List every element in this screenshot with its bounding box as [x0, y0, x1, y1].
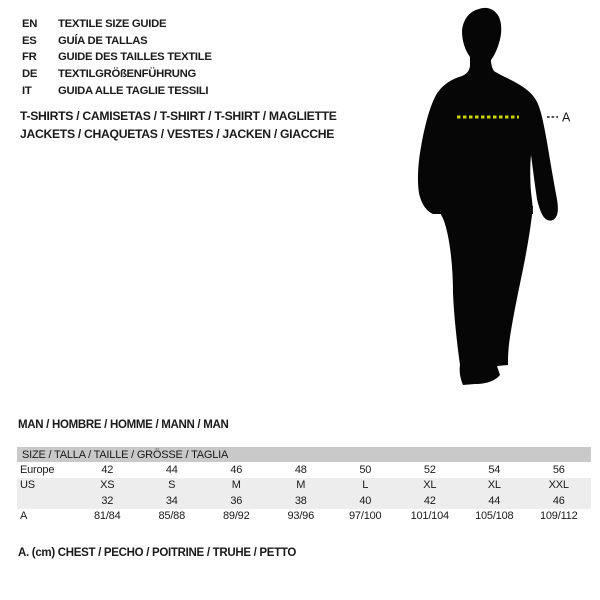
lang-code: EN — [22, 18, 38, 31]
cell: XL — [462, 478, 527, 494]
cell: 81/84 — [93, 510, 121, 523]
cell: 56 — [552, 463, 565, 476]
measure-label-a: A — [562, 110, 571, 125]
table-row-chest — [17, 509, 591, 525]
row-label — [17, 493, 75, 509]
cell: M — [269, 478, 334, 494]
measurement-footnote: A. (cm) CHEST / PECHO / POITRINE / TRUHE / PETTO — [18, 547, 297, 559]
cell: 101/104 — [410, 510, 449, 523]
category-tshirts: T-SHIRTS / CAMISETAS / T-SHIRT / T-SHIRT / MAGLIETTE — [20, 109, 337, 123]
lang-code: FR — [22, 51, 37, 64]
cell: 44 — [165, 463, 178, 476]
table-row-us — [17, 478, 591, 494]
cell: 36 — [204, 493, 269, 509]
lang-row-fr — [22, 49, 212, 66]
lang-row-es — [22, 33, 212, 50]
size-table-header-row — [17, 447, 591, 462]
cell: 46 — [230, 463, 243, 476]
cell: 97/100 — [349, 510, 382, 523]
cell: 40 — [333, 493, 398, 509]
lang-label: TEXTILE SIZE GUIDE — [58, 18, 167, 31]
cell: 85/88 — [158, 510, 186, 523]
cell: 93/96 — [287, 510, 315, 523]
cell: 32 — [75, 493, 140, 509]
cell: 34 — [140, 493, 205, 509]
size-table-header: SIZE / TALLA / TAILLE / GRÖSSE / TAGLIA — [17, 447, 591, 462]
lang-label: GUÍA DE TALLAS — [58, 34, 148, 47]
lang-row-en — [22, 16, 212, 33]
cell: 46 — [527, 493, 592, 509]
lang-label: GUIDA ALLE TAGLIE TESSILI — [58, 84, 209, 97]
cell: 109/112 — [539, 510, 578, 523]
cell: 54 — [488, 463, 501, 476]
man-silhouette — [418, 8, 558, 385]
lang-label: TEXTILGRÖßENFÜHRUNG — [58, 68, 197, 81]
cell: 44 — [462, 493, 527, 509]
lang-label: GUIDE DES TAILLES TEXTILE — [58, 51, 212, 64]
lang-code: IT — [22, 84, 32, 97]
cell: 50 — [359, 463, 372, 476]
cell: 89/92 — [222, 510, 250, 523]
lang-row-it — [22, 82, 212, 99]
cell: 42 — [398, 493, 463, 509]
size-table — [17, 447, 591, 524]
cell: S — [140, 478, 205, 494]
lang-code: ES — [22, 34, 37, 47]
cell: XS — [75, 478, 140, 494]
man-silhouette-svg — [400, 0, 600, 410]
man-figure — [400, 0, 600, 410]
lang-code: DE — [22, 68, 38, 81]
table-row-europe — [17, 462, 591, 478]
cell: 48 — [294, 463, 307, 476]
cell: 52 — [423, 463, 436, 476]
cell: 105/108 — [475, 510, 514, 523]
cell: XL — [398, 478, 463, 494]
cell: 38 — [269, 493, 334, 509]
cell: M — [204, 478, 269, 494]
row-label: A — [20, 510, 28, 523]
row-label: Europe — [20, 463, 55, 476]
table-row-uk — [17, 493, 591, 509]
cell: L — [333, 478, 398, 494]
row-label: US — [17, 478, 75, 494]
category-list — [20, 108, 337, 143]
lang-row-de — [22, 66, 212, 83]
language-list — [22, 16, 212, 99]
cell: 42 — [101, 463, 114, 476]
category-jackets: JACKETS / CHAQUETAS / VESTES / JACKEN / GIACCHE — [20, 126, 335, 141]
cell: XXL — [527, 478, 592, 494]
section-title-man: MAN / HOMBRE / HOMME / MANN / MAN — [18, 419, 229, 431]
